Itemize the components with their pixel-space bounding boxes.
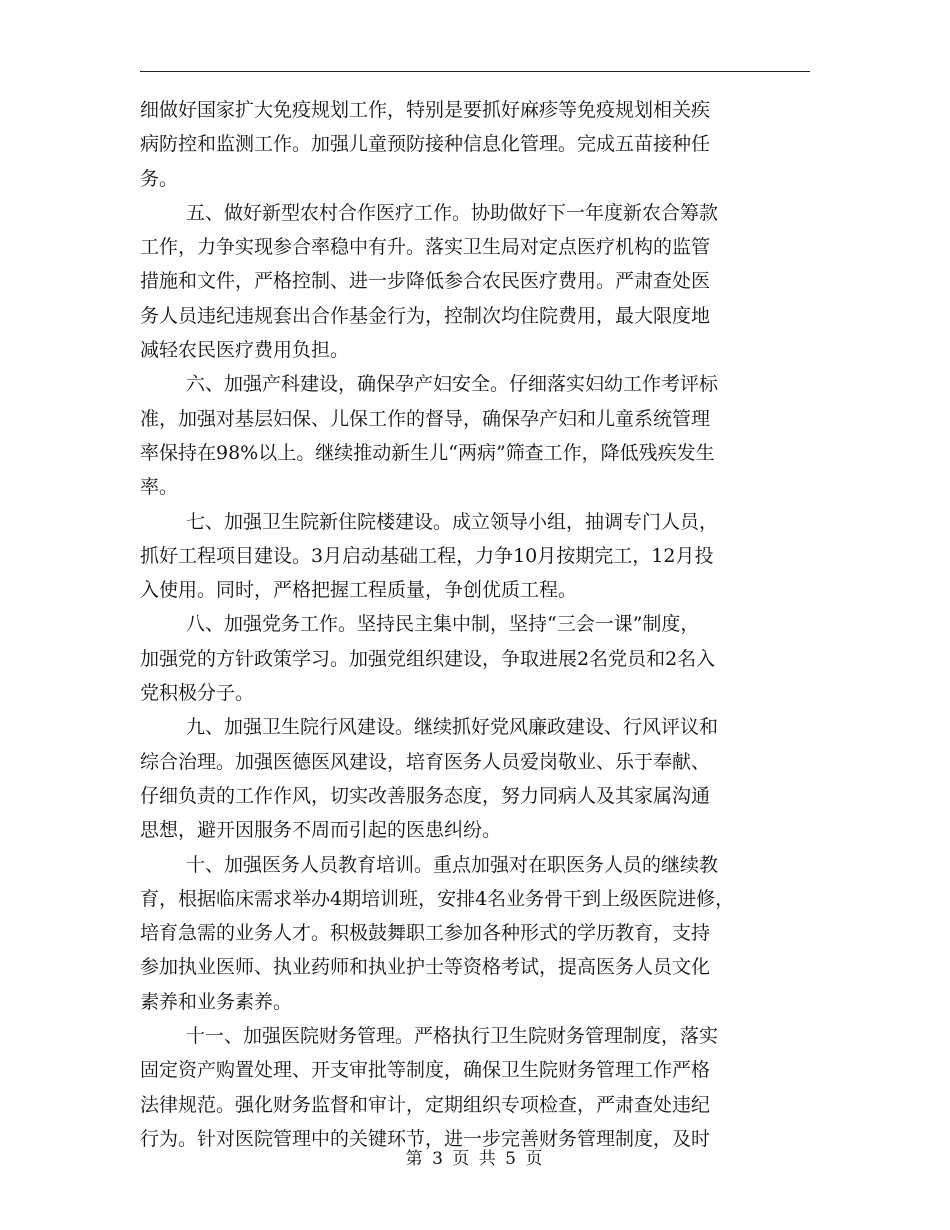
text-line: 育，根据临床需求举办4期培训班，安排4名业务骨干到上级医院进修， [140,887,735,910]
text-line: 减轻农民医疗费用负担。 [140,339,350,362]
text-line: 十、加强医务人员教育培训。重点加强对在职医务人员的继续教 [186,853,719,876]
text-line: 加强党的方针政策学习。加强党组织建设，争取进展2名党员和2名入 [140,647,716,670]
text-line: 九、加强卫生院行风建设。继续抓好党风廉政建设、行风评议和 [186,716,719,739]
text-line: 务人员违纪违规套出合作基金行为，控制次均住院费用，最大限度地 [140,304,711,327]
text-line: 参加执业医师、执业药师和执业护士等资格考试，提高医务人员文化 [140,956,711,979]
text-line: 工作，力争实现参合率稳中有升。落实卫生局对定点医疗机构的监管 [140,236,711,259]
paragraph [140,848,820,1019]
paragraph [140,1019,820,1156]
text-line: 准，加强对基层妇保、儿保工作的督导，确保孕产妇和儿童系统管理 [140,407,711,430]
text-line: 党积极分子。 [140,682,255,705]
text-line: 素养和业务素养。 [140,990,293,1013]
text-line: 六、加强产科建设，确保孕产妇安全。仔细落实妇幼工作考评标 [186,373,719,396]
text-line: 法律规范。强化财务监督和审计，定期组织专项检查，严肃查处违纪 [140,1093,711,1116]
page-footer: 第 3 页 共 5 页 [405,1149,545,1169]
text-line: 率。 [140,476,179,499]
paragraph [140,367,820,504]
paragraph [140,505,820,608]
paragraph [140,710,820,847]
text-line: 思想，避开因服务不周而引起的医患纠纷。 [140,819,502,842]
text-line: 行为。针对医院管理中的关键环节，进一步完善财务管理制度，及时 [140,1127,711,1150]
header-rule [140,71,810,72]
text-line: 十一、加强医院财务管理。严格执行卫生院财务管理制度，落实 [186,1025,719,1048]
text-line: 病防控和监测工作。加强儿童预防接种信息化管理。完成五苗接种任 [140,133,711,156]
paragraph [140,93,820,196]
text-line: 七、加强卫生院新住院楼建设。成立领导小组，抽调专门人员， [186,510,719,533]
body-text [140,93,820,1156]
paragraph [140,196,820,367]
text-line: 培育急需的业务人才。积极鼓舞职工参加各种形式的学历教育，支持 [140,922,711,945]
text-line: 综合治理。加强医德医风建设，培育医务人员爱岗敬业、乐于奉献、 [140,750,711,773]
text-line: 措施和文件，严格控制、进一步降低参合农民医疗费用。严肃查处医 [140,270,711,293]
text-line: 固定资产购置处理、开支审批等制度，确保卫生院财务管理工作严格 [140,1059,711,1082]
text-line: 务。 [140,167,179,190]
text-line: 仔细负责的工作作风，切实改善服务态度，努力同病人及其家属沟通 [140,784,711,807]
text-line: 八、加强党务工作。坚持民主集中制，坚持“三会一课”制度， [186,613,700,636]
text-line: 入使用。同时，严格把握工程质量，争创优质工程。 [140,579,578,602]
text-line: 抓好工程项目建设。3月启动基础工程，力争10月按期完工，12月投 [140,544,714,567]
text-line: 率保持在98%以上。继续推动新生儿“两病”筛查工作，降低残疾发生 [140,441,715,464]
text-line: 细做好国家扩大免疫规划工作，特别是要抓好麻疹等免疫规划相关疾 [140,99,711,121]
text-line: 五、做好新型农村合作医疗工作。协助做好下一年度新农合筹款 [186,201,719,224]
paragraph [140,607,820,710]
